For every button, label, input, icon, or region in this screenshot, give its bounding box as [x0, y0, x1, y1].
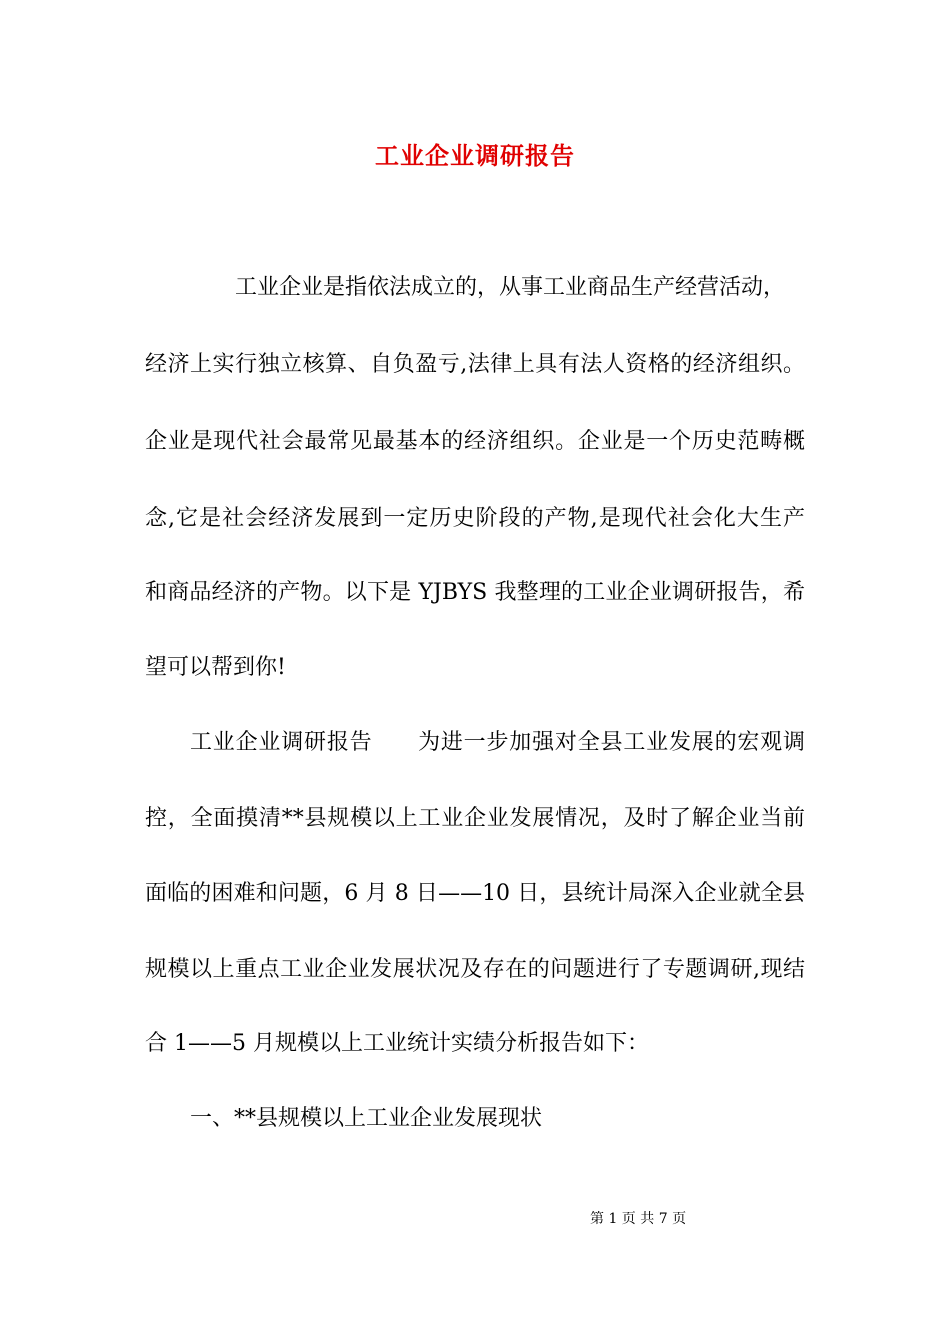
- paragraph-line: 规模以上重点工业企业发展状况及存在的问题进行了专题调研,现结: [145, 957, 805, 982]
- paragraph-line: 合 1——5 月规模以上工业统计实绩分析报告如下：: [145, 1031, 649, 1056]
- document-title: 工业企业调研报告: [375, 141, 575, 170]
- paragraph-line: 经济上实行独立核算、自负盈亏,法律上具有法人资格的经济组织。: [145, 352, 805, 377]
- paragraph-line: 和商品经济的产物。以下是 YJBYS 我整理的工业企业调研报告，希: [145, 580, 805, 605]
- paragraph-line: 控，全面摸清**县规模以上工业企业发展情况，及时了解企业当前: [145, 806, 805, 831]
- paragraph-line: 工业企业是指依法成立的，从事工业商品生产经营活动，: [235, 275, 786, 300]
- paragraph-line: 望可以帮到你!: [145, 655, 286, 680]
- paragraph-line: 面临的困难和问题，6 月 8 日——10 日，县统计局深入企业就全县: [145, 881, 805, 906]
- paragraph-line: 企业是现代社会最常见最基本的经济组织。企业是一个历史范畴概: [145, 429, 805, 454]
- paragraph-line: 工业企业调研报告 为进一步加强对全县工业发展的宏观调: [190, 730, 805, 755]
- paragraph-line: 念,它是社会经济发展到一定历史阶段的产物,是现代社会化大生产: [145, 506, 805, 531]
- page-indicator: 第 1 页 共 7 页: [590, 1211, 687, 1227]
- section-heading: 一、**县规模以上工业企业发展现状: [190, 1106, 543, 1131]
